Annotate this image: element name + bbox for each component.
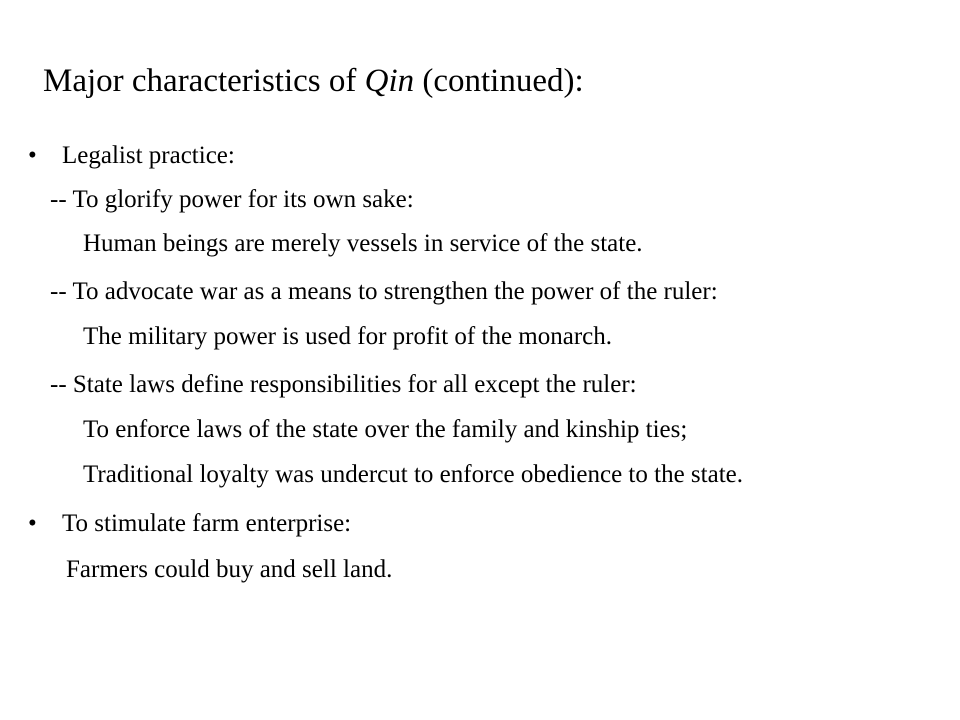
detail-farmers-land: Farmers could buy and sell land.: [66, 556, 393, 583]
subpoint-state-laws: -- State laws define responsibilities for all except the ruler:: [50, 371, 637, 398]
detail-traditional-loyalty: Traditional loyalty was undercut to enforce obedience to the state.: [83, 461, 743, 488]
bullet-farm-enterprise: To stimulate farm enterprise:: [62, 510, 352, 537]
bullet-marker: •: [28, 510, 37, 537]
bullet-legalist-practice: Legalist practice:: [62, 142, 235, 169]
title-italic-qin: Qin: [364, 63, 415, 99]
detail-enforce-laws: To enforce laws of the state over the family and kinship ties;: [83, 416, 688, 443]
subpoint-glorify-power: -- To glorify power for its own sake:: [50, 186, 414, 213]
title-prefix: Major characteristics of: [43, 63, 365, 99]
detail-human-beings: Human beings are merely vessels in service of the state.: [83, 230, 643, 257]
bullet-marker: •: [28, 142, 37, 169]
slide-title: [43, 56, 584, 106]
subpoint-advocate-war: -- To advocate war as a means to strengthen the power of the ruler:: [50, 278, 718, 305]
title-suffix: (continued):: [414, 63, 584, 99]
detail-military-power: The military power is used for profit of the monarch.: [83, 323, 613, 350]
